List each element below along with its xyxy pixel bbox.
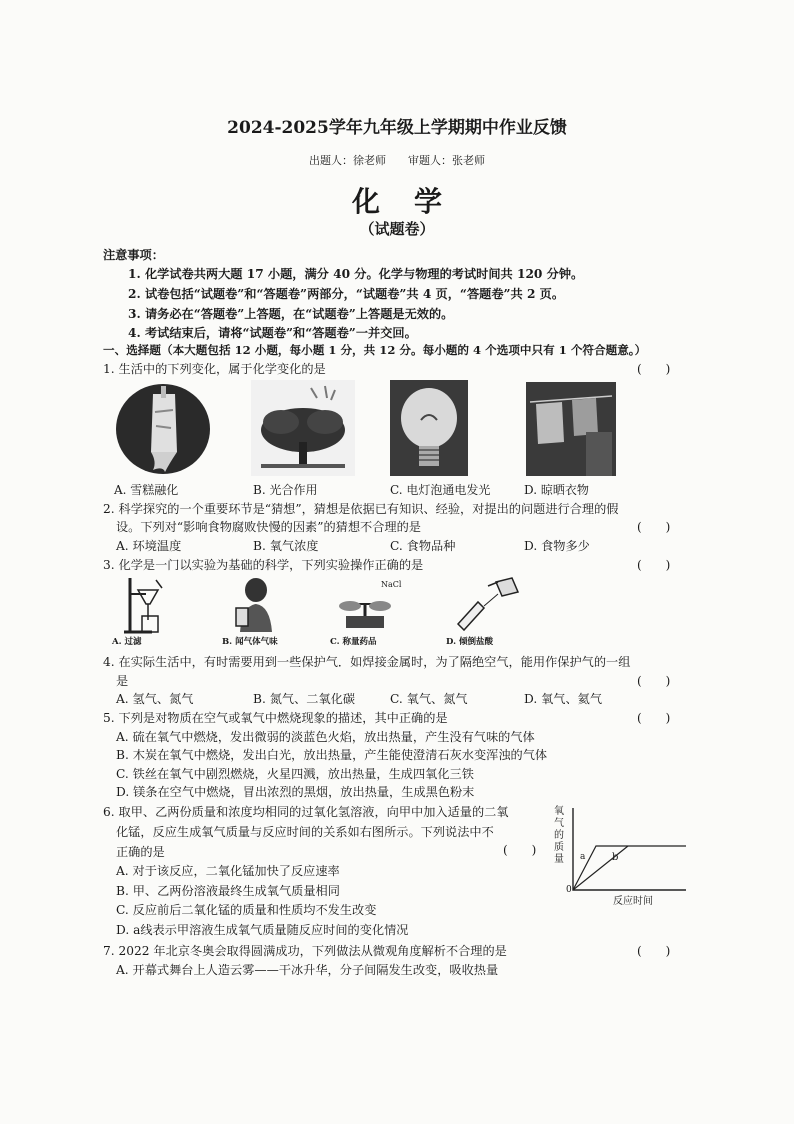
q4-option-a: A. 氢气、氮气 <box>116 692 194 706</box>
note-item: 3. 请务必在“答题卷”上答题，在“试题卷”上答题是无效的。 <box>128 307 454 321</box>
q4-option-b: B. 氮气、二氧化碳 <box>253 692 356 706</box>
q1-stem: 1. 生活中的下列变化，属于化学变化的是 <box>103 362 326 376</box>
exam-title: 2024-2025学年九年级上学期期中作业反馈 <box>227 118 567 138</box>
q2-option-b: B. 氧气浓度 <box>253 539 319 553</box>
light-bulb-image <box>390 380 468 476</box>
q5-option-d: D. 镁条在空气中燃烧，冒出浓烈的黑烟，放出热量，生成黑色粉末 <box>116 785 475 799</box>
q5-option-c: C. 铁丝在氧气中剧烈燃烧，火星四溅，放出热量，生成四氧化三铁 <box>116 767 474 781</box>
q1-option-d: D. 晾晒衣物 <box>524 483 589 497</box>
q4-option-d: D. 氧气、氦气 <box>524 692 603 706</box>
paper-type: （试题卷） <box>359 220 435 238</box>
section-heading: 一、选择题（本大题包括 12 小题，每小题 1 分，共 12 分。每小题的 4 个选项中只有 1 个符合题意。） <box>103 343 647 357</box>
q6-option-c: C. 反应前后二氧化锰的质量和性质均不发生改变 <box>116 903 377 917</box>
note-item: 2. 试卷包括“试题卷”和“答题卷”两部分，“试题卷”共 4 页，“答题卷”共 2 页。 <box>128 287 565 301</box>
q3-caption-c: C. 称量药品 <box>330 637 377 647</box>
note-item: 4. 考试结束后，请将“试题卷”和“答题卷”一并交回。 <box>128 326 417 340</box>
q6-option-b: B. 甲、乙两份溶液最终生成氧气质量相同 <box>116 884 340 898</box>
q3-caption-a: A. 过滤 <box>112 637 142 647</box>
q4-answer-paren: ( ) <box>637 674 671 688</box>
nacl-label: NaCl <box>381 580 402 589</box>
q6-option-d: D. a线表示甲溶液生成氧气质量随反应时间的变化情况 <box>116 923 409 937</box>
drying-clothes-image <box>526 382 616 476</box>
q3-answer-paren: ( ) <box>637 558 671 572</box>
filtration-apparatus-image <box>112 574 174 634</box>
q1-answer-paren: ( ) <box>637 362 671 376</box>
q1-option-a: A. 雪糕融化 <box>114 483 179 497</box>
author-line: 出题人：徐老师 审题人：张老师 <box>309 154 485 167</box>
notes-heading: 注意事项： <box>103 248 164 262</box>
q7-answer-paren: ( ) <box>637 944 671 958</box>
q6-graph-y-label: 氧气的质量 <box>554 806 564 865</box>
q2-answer-paren: ( ) <box>637 520 671 534</box>
photosynthesis-tree-image <box>251 380 355 476</box>
q6-answer-paren: ( ) <box>503 843 537 857</box>
q6-option-a: A. 对于该反应，二氧化锰加快了反应速率 <box>116 864 340 878</box>
subject-title: 化学 <box>351 185 476 218</box>
q5-option-b: B. 木炭在氧气中燃烧，发出白光，放出热量，产生能使澄清石灰水变浑浊的气体 <box>116 748 548 762</box>
q6-graph-x-label: 反应时间 <box>613 896 653 907</box>
melting-popsicle-image <box>113 382 213 476</box>
smelling-gas-image <box>234 576 276 632</box>
q3-caption-d: D. 倾倒盐酸 <box>446 637 493 647</box>
note-item: 1. 化学试卷共两大题 17 小题，满分 40 分。化学与物理的考试时间共 120 分钟。 <box>128 267 584 281</box>
q6-graph-line-b-label: b <box>612 852 619 863</box>
q6-stem-line3: 正确的是 <box>116 845 165 859</box>
q2-option-a: A. 环境温度 <box>116 539 182 553</box>
q2-option-c: C. 食物品种 <box>390 539 456 553</box>
q6-stem-line2: 化锰，反应生成氧气质量与反应时间的关系如右图所示。下列说法中不 <box>116 825 494 839</box>
q3-caption-b: B. 闻气体气味 <box>222 637 278 647</box>
q6-graph-line-a-label: a <box>580 852 586 862</box>
q4-stem-line2: 是 <box>116 674 129 688</box>
q5-answer-paren: ( ) <box>637 711 671 725</box>
q6-graph <box>568 806 688 896</box>
q5-stem: 5. 下列是对物质在空气或氧气中燃烧现象的描述，其中正确的是 <box>103 711 448 725</box>
q4-stem-line1: 4. 在实际生活中，有时需要用到一些保护气．如焊接金属时，为了隔绝空气，能用作保护气的一组 <box>103 655 631 669</box>
q1-option-b: B. 光合作用 <box>253 483 318 497</box>
q6-stem-line1: 6. 取甲、乙两份质量和浓度均相同的过氧化氢溶液，向甲中加入适量的二氧 <box>103 805 509 819</box>
q7-stem: 7. 2022 年北京冬奥会取得圆满成功，下列做法从微观角度解析不合理的是 <box>103 944 507 958</box>
pouring-acid-image <box>448 574 526 634</box>
q3-stem: 3. 化学是一门以实验为基础的科学，下列实验操作正确的是 <box>103 558 424 572</box>
q7-option-a: A. 开幕式舞台上人造云雾——干冰升华，分子间隔发生改变，吸收热量 <box>116 963 499 977</box>
q6-graph-origin: 0 <box>566 885 572 895</box>
q4-option-c: C. 氧气、氮气 <box>390 692 468 706</box>
q2-stem-line1: 2. 科学探究的一个重要环节是“猜想”，猜想是依据已有知识、经验，对提出的问题进行合理的假 <box>103 502 619 516</box>
q1-option-c: C. 电灯泡通电发光 <box>390 483 491 497</box>
q2-option-d: D. 食物多少 <box>524 539 590 553</box>
q5-option-a: A. 硫在氧气中燃烧，发出微弱的淡蓝色火焰，放出热量，产生没有气味的气体 <box>116 730 535 744</box>
q2-stem-line2: 设。下列对“影响食物腐败快慢的因素”的猜想不合理的是 <box>116 520 421 534</box>
